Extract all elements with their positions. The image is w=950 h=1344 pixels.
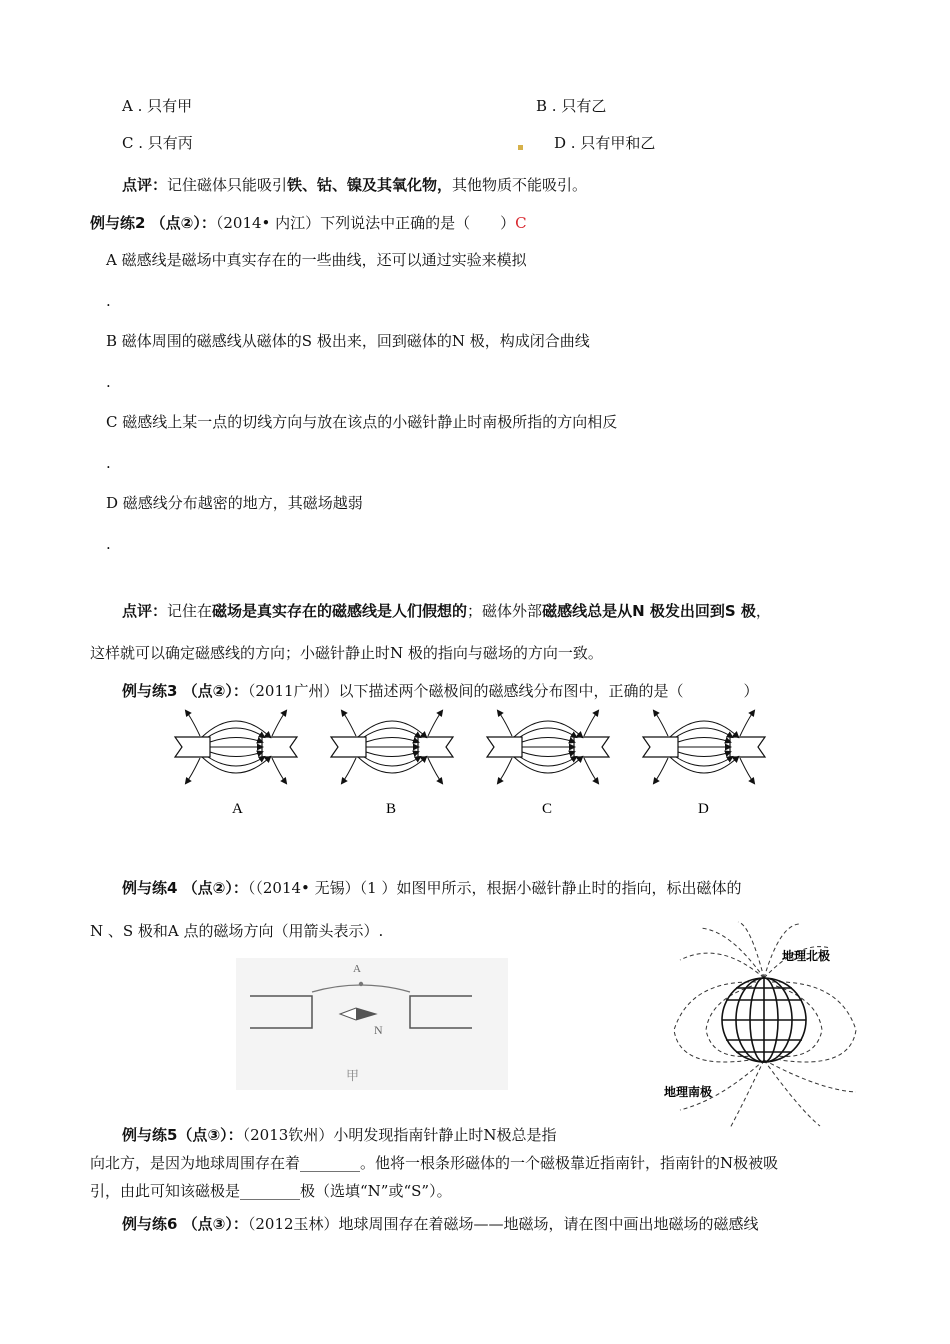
example-5-stem: 例与练5（点③）：（2013钦州）小明发现指南针静止时N极总是指: [122, 1126, 557, 1144]
ex2-dot: .: [106, 373, 111, 391]
option-d: D . 只有甲和乙: [554, 134, 656, 152]
option-b: B . 只有乙: [536, 97, 607, 115]
example-4-line2: N 、S 极和A 点的磁场方向（用箭头表示）.: [90, 922, 384, 940]
review-2-line2: 这样就可以确定磁感线的方向；小磁针静止时N 极的指向与磁场的方向一致。: [90, 644, 603, 662]
example-4-stem: 例与练4 （点②）：（（2014• 无锡）（1 ）如图甲所示，根据小磁针静止时的指向，标出磁体的: [122, 879, 742, 897]
example-2-stem: 例与练2 （点②）：（2014• 内江）下列说法中正确的是（ ）C: [90, 214, 527, 232]
example-5-line2: 向北方，是因为地球周围存在着________。他将一根条形磁体的一个磁极靠近指南针，指南针的N极被吸: [90, 1154, 779, 1172]
diagram-d: [643, 711, 765, 783]
choice-label-d: D: [698, 801, 709, 817]
review-1: 点评：记住磁体只能吸引铁、钴、镍及其氧化物，其他物质不能吸引。: [122, 176, 588, 194]
point-a-label: A: [353, 963, 361, 975]
diagram-c: [487, 711, 609, 783]
ex2-dot: .: [106, 454, 111, 472]
north-pole-label: 地理北极: [782, 949, 831, 963]
ex2-option-d: D 磁感线分布越密的地方，其磁场越弱: [106, 494, 363, 512]
example-label: 例与练2 （点②）：: [90, 214, 216, 232]
ex2-dot: .: [106, 292, 111, 310]
figure-caption: 甲: [346, 1068, 360, 1083]
choice-label-c: C: [542, 801, 553, 817]
choice-label-b: B: [386, 801, 397, 817]
review-2: 点评：记住在磁场是真实存在的磁感线是人们假想的；磁体外部磁感线总是从N 极发出回到S 极，: [122, 602, 771, 620]
example-6-stem: 例与练6 （点③）：（2012玉林）地球周围存在着磁场——地磁场，请在图中画出地磁场的磁感线: [122, 1215, 759, 1233]
ex2-dot: .: [106, 535, 111, 553]
ex2-option-b: B 磁体周围的磁感线从磁体的S 极出来，回到磁体的N 极，构成闭合曲线: [106, 332, 590, 350]
field-line-diagrams: [170, 705, 780, 825]
figure-jia: [236, 958, 508, 1090]
review-label: 点评：: [122, 176, 168, 194]
example-5-line3: 引，由此可知该磁极是________极（选填“N”或“S”）。: [90, 1182, 452, 1200]
diagram-a: [175, 711, 297, 783]
needle-n-label: N: [374, 1023, 383, 1037]
answer: C: [515, 214, 527, 232]
example-3-stem: 例与练3 （点②）：（2011广州）以下描述两个磁极间的磁感线分布图中，正确的是（ ）: [122, 682, 759, 700]
earth-globe-figure: [660, 920, 870, 1130]
ex2-option-a: A 磁感线是磁场中真实存在的一些曲线，还可以通过实验来模拟: [106, 251, 527, 269]
diagram-b: [331, 711, 453, 783]
option-a: A . 只有甲: [122, 97, 193, 115]
marker-dot: [518, 145, 523, 150]
option-c: C . 只有丙: [122, 134, 193, 152]
choice-label-a: A: [232, 801, 243, 817]
south-pole-label: 地理南极: [664, 1085, 713, 1099]
ex2-option-c: C 磁感线上某一点的切线方向与放在该点的小磁针静止时南极所指的方向相反: [106, 413, 618, 431]
